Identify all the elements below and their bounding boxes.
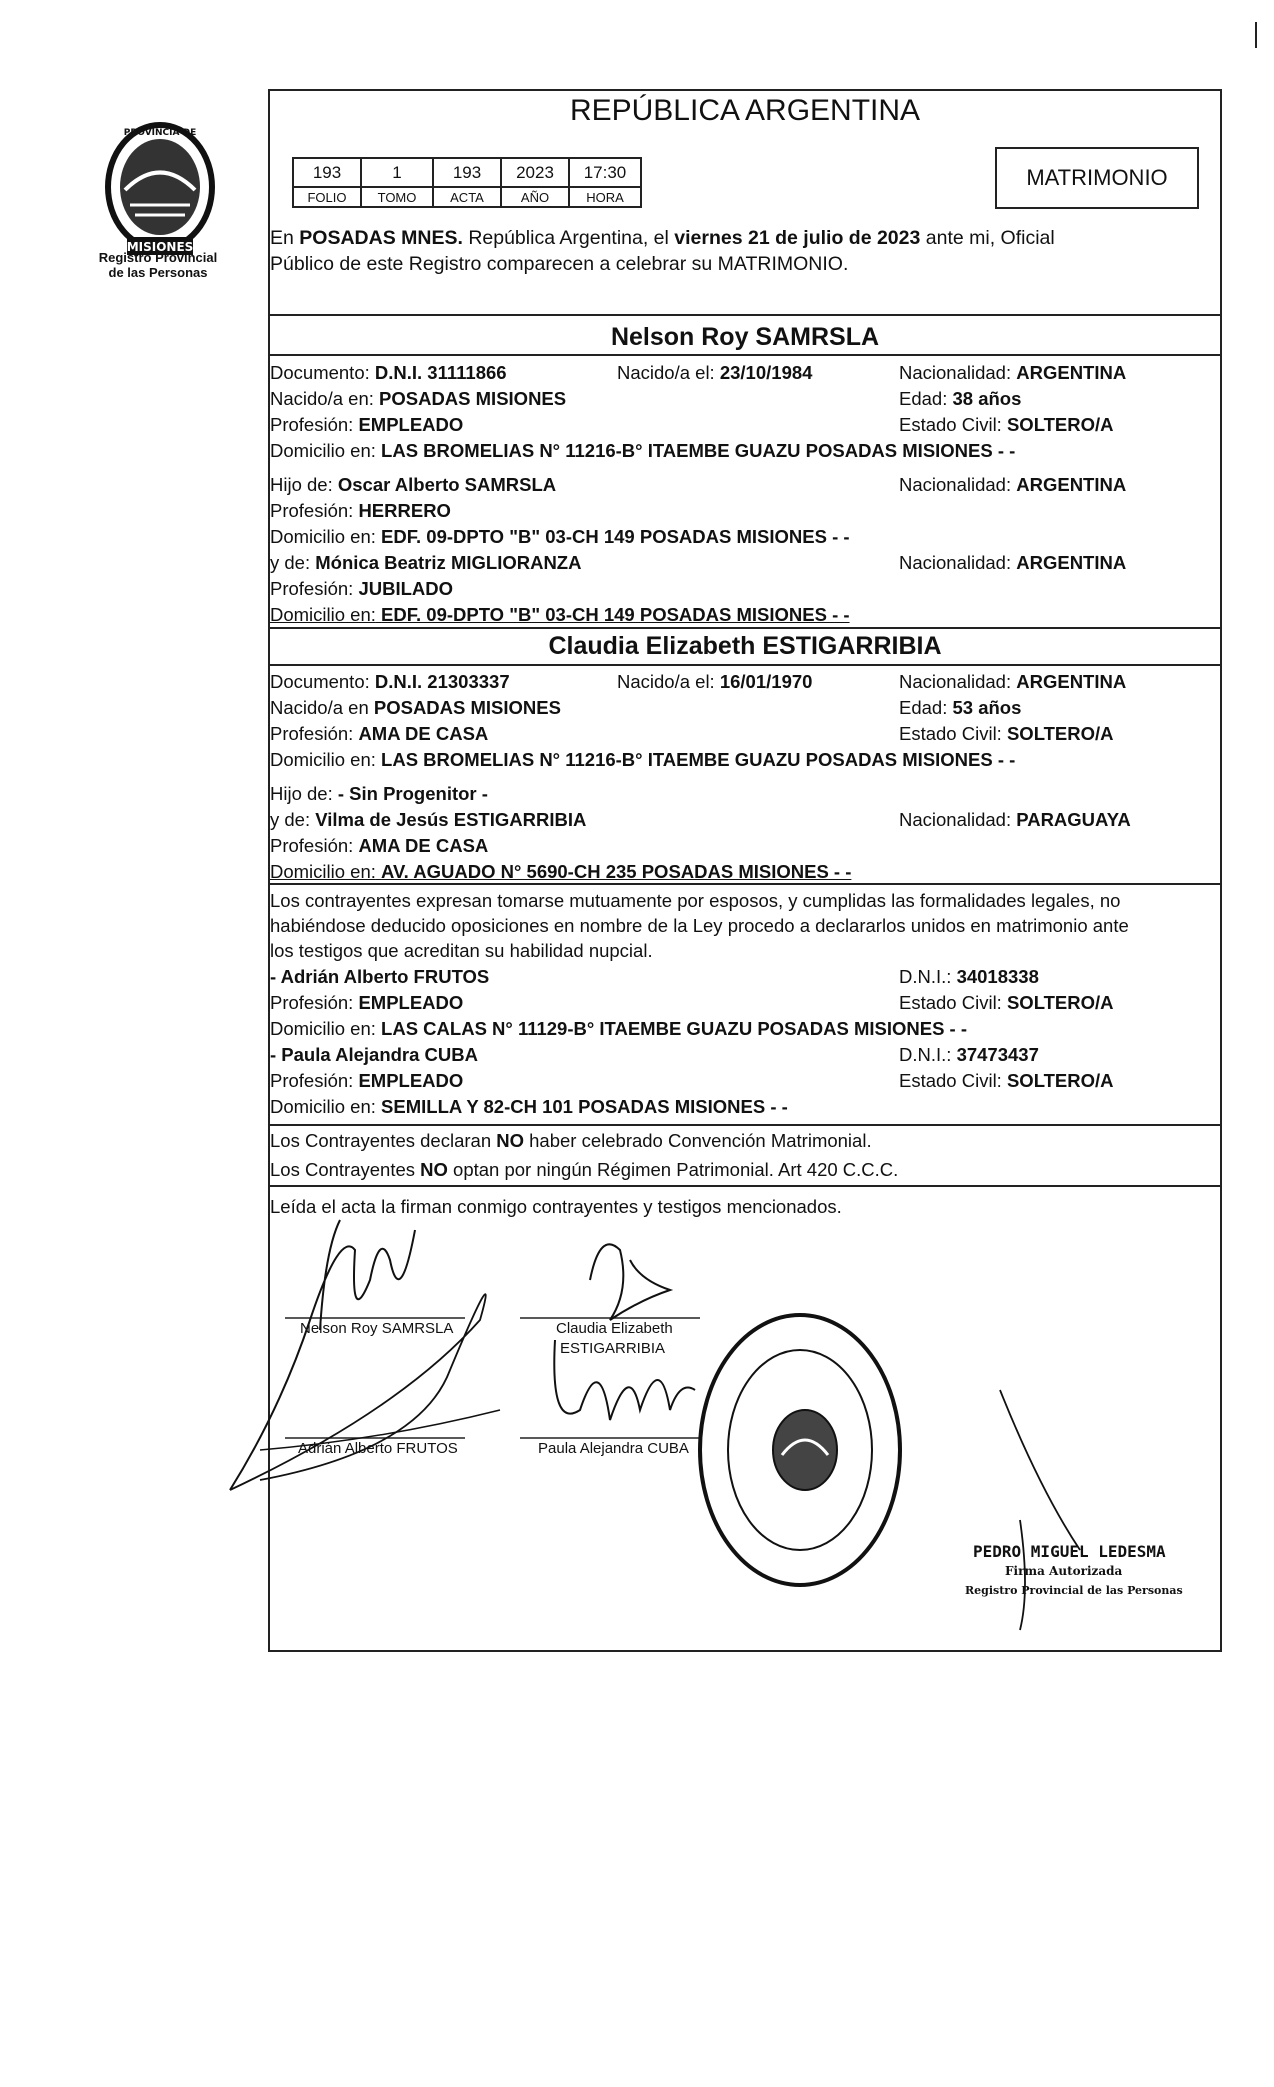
label: Nacionalidad: [899,362,1012,383]
divider [268,664,1222,666]
value: SOLTERO/A [1006,723,1114,744]
label: Hijo de: [270,783,333,804]
label: Profesión: [270,723,354,744]
value: ARGENTINA [1016,552,1127,573]
spouse1-padre-profesion [270,500,451,522]
value: AV. AGUADO N° 5690-CH 235 POSADAS MISIONES - - [381,861,852,882]
intro-line2: Público de este Registro comparecen a celebrar su MATRIMONIO. [270,253,849,275]
signature-label-spouse1: Nelson Roy SAMRSLA [300,1320,454,1337]
label: D.N.I.: [899,1044,952,1065]
intro-line1 [270,227,1055,249]
hora-value: 17:30 [569,158,641,187]
spouse1-padre [270,474,556,496]
divider [268,883,1222,885]
label: Profesión: [270,992,354,1013]
label: Nacido/a el: [617,362,715,383]
witness1-name: - Adrián Alberto FRUTOS [270,966,490,987]
value: D.N.I. 31111866 [374,362,507,383]
label: Profesión: [270,835,354,856]
label: y de: [270,552,311,573]
label: Nacido/a en: [270,388,374,409]
signature-label-witness1: Adrián Alberto FRUTOS [298,1440,458,1457]
officer-org: Registro Provincial de las Personas [965,1584,1183,1597]
spouse1-documento [270,362,507,384]
value: EMPLEADO [358,1070,464,1091]
value: Mónica Beatriz MIGLIORANZA [315,552,582,573]
value: SOLTERO/A [1006,1070,1114,1091]
value: SOLTERO/A [1006,992,1114,1013]
spouse2-madre-profesion [270,835,488,857]
spouse2-domicilio [270,749,1015,771]
spouse2-madre-nacionalidad [899,809,1131,831]
officer-role: Firma Autorizada [1005,1564,1123,1578]
value: LAS CALAS N° 11129-B° ITAEMBE GUAZU POSADAS MISIONES - - [381,1018,968,1039]
witness1-estado-civil [899,992,1114,1014]
value: 37473437 [956,1044,1039,1065]
value: EDF. 09-DPTO "B" 03-CH 149 POSADAS MISIONES - - [381,604,850,625]
witness2-profesion [270,1070,463,1092]
folio-value: 193 [293,158,361,187]
label: Edad: [899,388,948,409]
spouse2-madre-domicilio [270,861,851,883]
declaration-line3: los testigos que acreditan su habilidad nupcial. [270,940,653,961]
page-title: REPÚBLICA ARGENTINA [569,94,921,127]
record-table [292,157,642,208]
spouse2-madre [270,809,586,831]
declaration-line2: habiéndose deducido oposiciones en nombre de la Ley procedo a declararlos unidos en matrimonio ante [270,915,1129,936]
spouse2-nacido-el [617,671,812,693]
label: D.N.I.: [899,966,952,987]
officer-name: PEDRO MIGUEL LEDESMA [973,1542,1166,1561]
tomo-value: 1 [361,158,433,187]
signature-label-spouse2-line1: Claudia Elizabeth [556,1320,673,1337]
tomo-label: TOMO [361,187,433,207]
divider [268,1124,1222,1126]
declaration-line1: Los contrayentes expresan tomarse mutuamente por esposos, y cumplidas las formalidades legales, no [270,890,1121,911]
value: Vilma de Jesús ESTIGARRIBIA [315,809,587,830]
text: optan por ningún Régimen Patrimonial. Art 420 C.C.C. [453,1159,899,1180]
convention-line1 [270,1130,872,1152]
label: Documento: [270,671,370,692]
label: Profesión: [270,1070,354,1091]
label: Estado Civil: [899,1070,1002,1091]
label: Estado Civil: [899,414,1002,435]
spouse1-nacido-el [617,362,812,384]
text: Los Contrayentes [270,1159,416,1180]
value: SEMILLA Y 82-CH 101 POSADAS MISIONES - - [381,1096,788,1117]
spouse2-documento [270,671,510,693]
spouse1-nacido-en [270,388,566,410]
value: 34018338 [956,966,1039,987]
act-type-box: MATRIMONIO [995,147,1199,209]
value: EMPLEADO [358,992,464,1013]
spouse1-madre-profesion [270,578,453,600]
value: JUBILADO [358,578,453,599]
svg-text:PROVINCIA DE: PROVINCIA DE [123,128,197,138]
spouse1-profesion [270,414,463,436]
label: Profesión: [270,414,354,435]
logo-caption-line2: de las Personas [108,265,208,280]
label: Nacionalidad: [899,809,1012,830]
intro-text: En [270,227,294,249]
value: D.N.I. 21303337 [374,671,510,692]
convention-line2 [270,1159,898,1181]
value: EDF. 09-DPTO "B" 03-CH 149 POSADAS MISIONES - - [381,526,850,547]
spouse1-domicilio [270,440,1015,462]
value: 16/01/1970 [719,671,813,692]
spouse1-padre-nacionalidad [899,474,1126,496]
spouse2-name: Claudia Elizabeth ESTIGARRIBIA [548,632,942,660]
label: Profesión: [270,500,354,521]
divider [268,1185,1222,1187]
value: POSADAS MISIONES [379,388,567,409]
official-seal-stamp [690,1305,910,1595]
value: SOLTERO/A [1006,414,1114,435]
label: Estado Civil: [899,992,1002,1013]
anio-label: AÑO [501,187,569,207]
value: ARGENTINA [1016,671,1127,692]
text: Los Contrayentes declaran [270,1130,492,1151]
spouse2-nacionalidad [899,671,1126,693]
label: Domicilio en: [270,604,376,625]
value: POSADAS MISIONES [373,697,561,718]
label: y de: [270,809,311,830]
value: ARGENTINA [1016,362,1127,383]
spouse1-madre-domicilio [270,604,850,626]
divider [268,627,1222,629]
spouse1-madre [270,552,581,574]
misiones-crest-logo [95,115,225,265]
witness2-name: - Paula Alejandra CUBA [270,1044,478,1065]
label: Edad: [899,697,948,718]
witness2-estado-civil [899,1070,1114,1092]
folio-label: FOLIO [293,187,361,207]
spouse2-edad [899,697,1021,719]
spouse2-profesion [270,723,488,745]
spouse1-estado-civil [899,414,1114,436]
text-cursor [1255,22,1257,48]
spouse1-edad [899,388,1021,410]
value: LAS BROMELIAS N° 11216-B° ITAEMBE GUAZU POSADAS MISIONES - - [381,749,1016,770]
intro-date: viernes 21 de julio de 2023 [674,227,921,249]
text: NO [496,1130,524,1151]
value: AMA DE CASA [358,723,489,744]
label: Domicilio en: [270,440,376,461]
anio-value: 2023 [501,158,569,187]
intro-text: República Argentina, el [468,227,669,249]
label: Hijo de: [270,474,333,495]
spouse1-padre-domicilio [270,526,850,548]
value: AMA DE CASA [358,835,489,856]
witness2-dni [899,1044,1039,1066]
witness1-profesion [270,992,463,1014]
spouse2-estado-civil [899,723,1114,745]
svg-text:MISIONES: MISIONES [126,240,194,254]
label: Nacionalidad: [899,671,1012,692]
witness1-domicilio [270,1018,967,1040]
value: HERRERO [358,500,451,521]
value: 38 años [952,388,1022,409]
spouse2-padre [270,783,488,805]
label: Profesión: [270,578,354,599]
closing-text: Leída el acta la firman conmigo contrayentes y testigos mencionados. [270,1196,842,1217]
spouse1-name: Nelson Roy SAMRSLA [610,323,880,351]
label: Domicilio en: [270,749,376,770]
label: Nacionalidad: [899,552,1012,573]
value: PARAGUAYA [1016,809,1131,830]
intro-place: POSADAS MNES. [299,227,463,249]
spouse1-nacionalidad [899,362,1126,384]
acta-label: ACTA [433,187,501,207]
value: 53 años [952,697,1022,718]
label: Nacido/a el: [617,671,715,692]
value: Oscar Alberto SAMRSLA [337,474,557,495]
label: Domicilio en: [270,1018,376,1039]
text: haber celebrado Convención Matrimonial. [529,1130,872,1151]
spouse2-nacido-en [270,697,561,719]
value: LAS BROMELIAS N° 11216-B° ITAEMBE GUAZU POSADAS MISIONES - - [381,440,1016,461]
logo-caption [78,250,238,280]
signature-label-witness2: Paula Alejandra CUBA [538,1440,689,1457]
label: Documento: [270,362,370,383]
acta-value: 193 [433,158,501,187]
value: 23/10/1984 [719,362,813,383]
divider [268,314,1222,316]
witness1-dni [899,966,1039,988]
value: - Sin Progenitor - [337,783,488,804]
text: NO [420,1159,448,1180]
intro-text: ante mi, Oficial [925,227,1055,249]
label: Estado Civil: [899,723,1002,744]
label: Domicilio en: [270,526,376,547]
label: Nacionalidad: [899,474,1012,495]
hora-label: HORA [569,187,641,207]
label: Domicilio en: [270,1096,376,1117]
value: EMPLEADO [358,414,464,435]
label: Nacido/a en [270,697,369,718]
divider [268,354,1222,356]
value: ARGENTINA [1016,474,1127,495]
signature-label-spouse2-line2: ESTIGARRIBIA [560,1340,666,1357]
witness2-domicilio [270,1096,788,1118]
logo-caption-line1: Registro Provincial [98,250,218,265]
label: Domicilio en: [270,861,376,882]
spouse1-madre-nacionalidad [899,552,1126,574]
